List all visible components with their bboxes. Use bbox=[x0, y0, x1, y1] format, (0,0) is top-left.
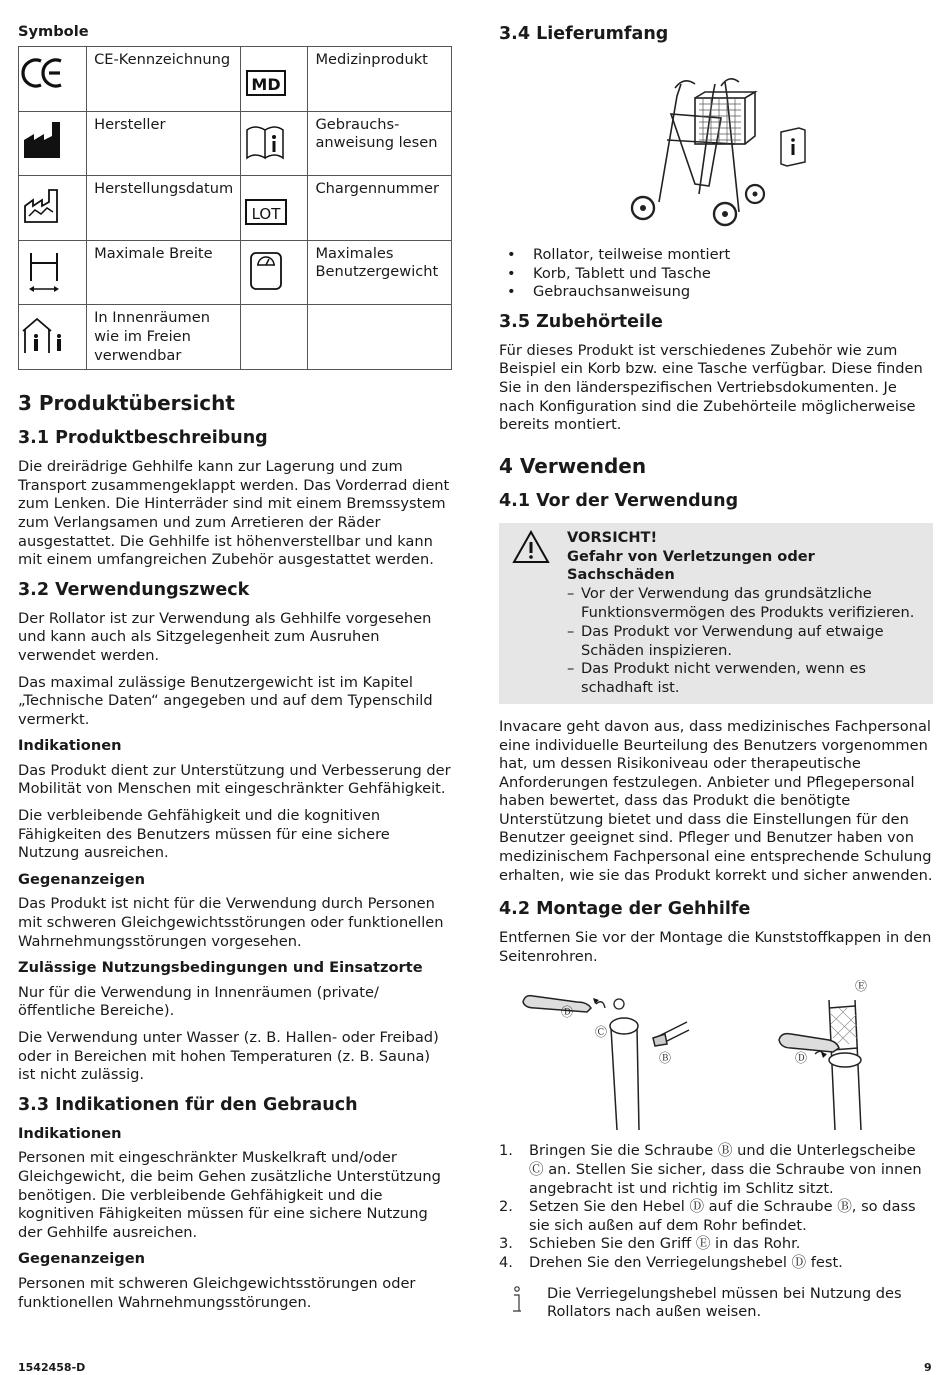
paragraph: Invacare geht davon aus, dass medizinisches Fachpersonal eine individuelle Beurteilung des Benutzers vorgenommen hat, um dessen Risikoniveau oder therapeutische Anforderungen festzulegen. Anbieter und Pflegepersonal haben bewertet, dass das Produkt die benötigte Unterstützung bietet und dass die Einstellungen für den Benutzer geeignet sind. Pfleger und Benutzer haben von medizinischem Fachpersonal eine entsprechende Schulung erhalten, wie sie das Produkt korrekt und sicher anwenden. bbox=[499, 717, 933, 884]
lot-icon-text: LOT bbox=[251, 205, 281, 224]
paragraph: Das maximal zulässige Benutzergewicht ist im Kapitel „Technische Daten“ angegeben und auf dem Typenschild vermerkt. bbox=[18, 673, 433, 728]
step-text: Setzen Sie den Hebel Ⓓ auf die Schraube Ⓑ, so dass sie sich außen auf dem Rohr befindet. bbox=[529, 1198, 916, 1234]
subheading-indications: Indikationen bbox=[18, 737, 122, 755]
step-item bbox=[499, 1142, 933, 1198]
ce-mark-icon bbox=[19, 47, 87, 112]
label-d: Ⓓ bbox=[795, 1051, 808, 1066]
step-number: 2. bbox=[499, 1198, 513, 1216]
section-3-1-title: 3.1 Produktbeschreibung bbox=[18, 428, 268, 449]
paragraph: Personen mit schweren Gleichgewichtsstörungen oder funktionellen Wahrnehmungsstörungen. bbox=[18, 1274, 416, 1311]
page-number: 9 bbox=[924, 1361, 932, 1374]
delivery-list bbox=[499, 246, 933, 302]
subheading-contraindications: Gegenanzeigen bbox=[18, 1250, 145, 1268]
list-item: • Rollator, teilweise montiert bbox=[499, 246, 933, 265]
label-b: Ⓑ bbox=[659, 1051, 672, 1066]
paragraph: Nur für die Verwendung in Innenräumen (private/öffentliche Bereiche). bbox=[18, 983, 379, 1020]
step-number: 1. bbox=[499, 1142, 513, 1160]
symbol-label: Maximale Breite bbox=[87, 240, 241, 305]
symbol-label: Medizinprodukt bbox=[308, 47, 452, 112]
document-number: 1542458-D bbox=[18, 1361, 86, 1374]
symbol-label: Herstellungsdatum bbox=[87, 176, 241, 241]
lot-icon bbox=[241, 176, 308, 241]
assembly-steps bbox=[499, 1142, 933, 1272]
section-3-3-title: 3.3 Indikationen für den Gebrauch bbox=[18, 1094, 358, 1115]
section-3-2-title: 3.2 Verwendungszweck bbox=[18, 579, 250, 600]
step-text: Schieben Sie den Griff Ⓔ in das Rohr. bbox=[529, 1235, 801, 1253]
subheading-contraindications: Gegenanzeigen bbox=[18, 870, 145, 888]
info-note bbox=[499, 1285, 933, 1322]
assembly-figure bbox=[499, 980, 933, 1130]
paragraph: Die Verwendung unter Wasser (z. B. Hallen- oder Freibad) oder in Bereichen mit hohen Temperaturen (z. B. Sauna) ist nicht zulässig. bbox=[18, 1029, 439, 1084]
paragraph: Die verbleibende Gehfähigkeit und die kognitiven Fähigkeiten des Benutzers müssen für eine sichere Nutzung ausreichen. bbox=[18, 807, 390, 862]
section-4-1-title: 4.1 Vor der Verwendung bbox=[499, 490, 739, 511]
section-3-4-title: 3.4 Lieferumfang bbox=[499, 24, 669, 44]
manual-info-icon bbox=[241, 111, 308, 176]
paragraph: Das Produkt ist nicht für die Verwendung durch Personen mit schweren Gleichgewichtsstörungen oder funktionellen Wahrnehmungsstörungen vorgesehen. bbox=[18, 895, 444, 950]
note-text: Die Verriegelungshebel müssen bei Nutzung des Rollators nach außen weisen. bbox=[547, 1284, 902, 1321]
paragraph: Die dreirädrige Gehhilfe kann zur Lagerung und zum Transport zusammengeklappt werden. Das Vorderrad dient zum Lenken. Die Hinterräder sind mit einem Bremssystem zum Verlangsamen und zum Arretieren der Räder ausgestattet. Die Gehhilfe ist höhenverstellbar und kann mit einem umfangreichen Zubehör ausgestattet werden. bbox=[18, 458, 450, 569]
warning-box bbox=[499, 523, 933, 704]
paragraph: Das Produkt dient zur Unterstützung und Verbesserung der Mobilität von Menschen mit eingeschränkter Gehfähigkeit. bbox=[18, 761, 451, 798]
symbol-label: Hersteller bbox=[87, 111, 241, 176]
symbol-label: Maximales Benutzergewicht bbox=[308, 240, 452, 305]
step-text: Bringen Sie die Schraube Ⓑ und die Unterlegscheibe Ⓒ an. Stellen Sie sicher, dass die Schraube von innen angebracht ist und richtig im Schlitz sitzt. bbox=[529, 1142, 922, 1197]
warning-triangle-icon bbox=[511, 529, 567, 698]
subheading-indications: Indikationen bbox=[18, 1124, 122, 1142]
step-item bbox=[499, 1198, 933, 1235]
symbols-heading: Symbole bbox=[18, 23, 89, 40]
section-3-title: 3 Produktübersicht bbox=[18, 391, 235, 416]
paragraph: Entfernen Sie vor der Montage die Kunststoffkappen in den Seitenrohren. bbox=[499, 929, 932, 965]
max-width-icon bbox=[19, 240, 87, 305]
factory-icon bbox=[19, 111, 87, 176]
warning-subtitle: Gefahr von Verletzungen oder Sachschäden bbox=[567, 547, 815, 584]
step-item bbox=[499, 1254, 933, 1273]
symbols-table bbox=[18, 46, 452, 370]
manual-info-icon bbox=[781, 128, 805, 166]
list-item: • Gebrauchsanweisung bbox=[499, 283, 933, 302]
symbol-label: In Innenräumen wie im Freien verwendbar bbox=[87, 305, 241, 370]
info-icon bbox=[499, 1285, 547, 1322]
empty-cell bbox=[308, 305, 452, 370]
step-text: Drehen Sie den Verriegelungshebel Ⓓ fest. bbox=[529, 1254, 843, 1272]
symbol-row bbox=[19, 176, 452, 241]
indoor-outdoor-icon bbox=[19, 305, 87, 370]
section-4-title: 4 Verwenden bbox=[499, 453, 647, 478]
step-number: 3. bbox=[499, 1235, 513, 1253]
warning-item: – Vor der Verwendung das grundsätzliche Funktionsvermögen des Produkts verifizieren. bbox=[567, 585, 923, 623]
label-c: Ⓒ bbox=[595, 1025, 608, 1040]
section-4-2-title: 4.2 Montage der Gehhilfe bbox=[499, 899, 751, 920]
left-column bbox=[18, 22, 452, 1320]
symbol-row bbox=[19, 47, 452, 112]
warning-label: VORSICHT! bbox=[567, 528, 658, 546]
warning-text bbox=[567, 529, 923, 698]
symbol-label: Chargennummer bbox=[308, 176, 452, 241]
scale-icon bbox=[241, 240, 308, 305]
symbol-label: Gebrauchs- anweisung lesen bbox=[308, 111, 452, 176]
paragraph: Der Rollator ist zur Verwendung als Gehhilfe vorgesehen und kann auch als Sitzgelegenheit zum Ausruhen verwendet werden. bbox=[18, 609, 432, 664]
symbol-row bbox=[19, 240, 452, 305]
paragraph: Personen mit eingeschränkter Muskelkraft und/oder Gleichgewicht, die beim Gehen zusätzliche Unterstützung benötigen. Die verbleibende Gehfähigkeit und die kognitiven Fähigkeiten müssen für eine sichere Nutzung der Gehhilfe ausreichen. bbox=[18, 1149, 441, 1241]
assembly-illustration bbox=[499, 980, 933, 1130]
subheading-usage-conditions: Zulässige Nutzungsbedingungen und Einsatzorte bbox=[18, 959, 423, 977]
symbol-row bbox=[19, 305, 452, 370]
symbol-row bbox=[19, 111, 452, 176]
md-icon-text: MD bbox=[251, 75, 281, 94]
md-icon bbox=[241, 47, 308, 112]
symbol-label: CE-Kennzeichnung bbox=[87, 47, 241, 112]
empty-cell bbox=[241, 305, 308, 370]
right-column bbox=[499, 22, 933, 1322]
rollator-figure bbox=[499, 54, 933, 234]
list-item: • Korb, Tablett und Tasche bbox=[499, 265, 933, 284]
section-3-5-title: 3.5 Zubehörteile bbox=[499, 311, 663, 332]
manufacture-date-icon bbox=[19, 176, 87, 241]
warning-item: – Das Produkt vor Verwendung auf etwaige Schäden inspizieren. bbox=[567, 623, 923, 661]
paragraph: Für dieses Produkt ist verschiedenes Zubehör wie zum Beispiel ein Korb bzw. eine Tasche verfügbar. Diese finden Sie in den länderspezifischen Vertriebsdokumenten. Je nach Konfiguration sind die Zubehörteile möglicherweise bereits montiert. bbox=[499, 341, 923, 434]
rollator-illustration bbox=[499, 54, 933, 234]
warning-item: – Das Produkt nicht verwenden, wenn es schadhaft ist. bbox=[567, 660, 923, 698]
label-e: Ⓔ bbox=[855, 980, 868, 994]
step-item bbox=[499, 1235, 933, 1254]
label-d: Ⓓ bbox=[561, 1005, 574, 1020]
step-number: 4. bbox=[499, 1254, 513, 1272]
